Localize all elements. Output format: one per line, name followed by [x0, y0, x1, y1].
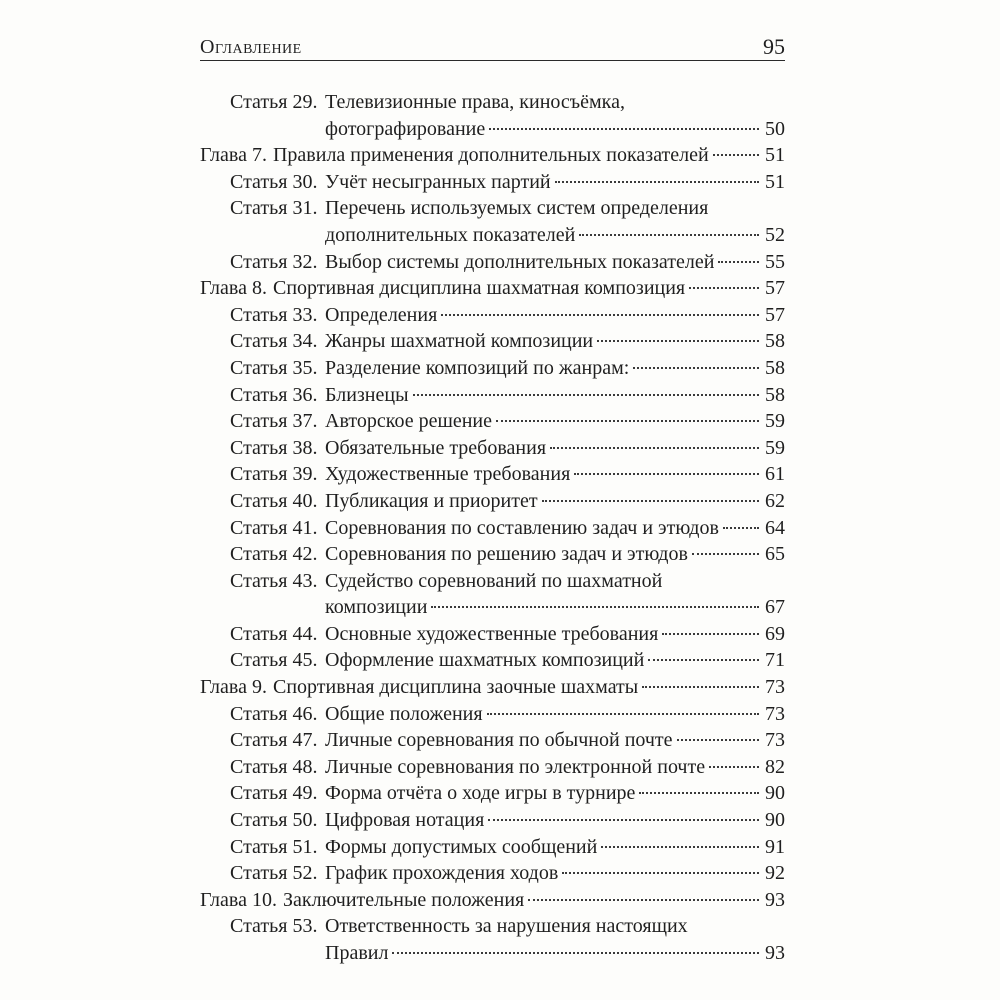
entry-title-continuation: фотографирование — [325, 117, 486, 140]
dot-leader — [723, 527, 759, 529]
dot-leader — [692, 553, 759, 555]
entry-title: Судейство соревнований по шахматной — [325, 569, 663, 592]
entry-title: Основные художественные требования — [325, 622, 659, 645]
toc-article-row — [200, 860, 785, 887]
entry-page-number: 52 — [765, 223, 785, 246]
entry-page-number: 57 — [765, 303, 785, 326]
entry-title: Телевизионные права, киносъёмка, — [325, 91, 625, 113]
entry-page-number: 69 — [765, 622, 785, 645]
entry-number: Статья 53. — [230, 915, 318, 938]
entry-title: Личные соревнования по электронной почте — [325, 755, 706, 778]
entry-title: Соревнования по решению задач и этюдов — [325, 543, 688, 566]
entry-page-number: 71 — [765, 649, 785, 672]
toc-article-row — [200, 834, 785, 861]
toc-article-row — [200, 780, 785, 807]
toc-article-row — [200, 647, 785, 674]
entry-number: Статья 47. — [230, 729, 318, 752]
header-title: Оглавление — [200, 36, 302, 58]
toc-article-row — [200, 328, 785, 355]
entry-page-number: 55 — [765, 250, 785, 273]
dot-leader — [639, 792, 759, 794]
toc-article-row — [200, 249, 785, 276]
toc-article-row — [200, 807, 785, 834]
entry-page-number: 67 — [765, 596, 785, 619]
entry-title-continuation: композиции — [325, 596, 428, 619]
dot-leader — [601, 846, 759, 848]
entry-number: Статья 51. — [230, 835, 318, 858]
entry-title: Авторское решение — [325, 410, 493, 433]
entry-number: Статья 40. — [230, 489, 318, 512]
entry-number: Статья 49. — [230, 782, 318, 805]
entry-page-number: 91 — [765, 835, 785, 858]
toc-article-row — [200, 89, 785, 116]
entry-title: Разделение композиций по жанрам: — [325, 356, 630, 379]
entry-number: Статья 32. — [230, 250, 318, 273]
entry-number: Статья 52. — [230, 862, 318, 885]
entry-title: Близнецы — [325, 383, 409, 406]
entry-number: Глава 8. — [200, 277, 267, 300]
entry-number: Статья 34. — [230, 330, 318, 353]
entry-number: Глава 9. — [200, 676, 267, 699]
dot-leader — [662, 633, 759, 635]
toc-article-row — [200, 727, 785, 754]
dot-leader — [489, 128, 759, 130]
dot-leader — [555, 181, 759, 183]
dot-leader — [709, 766, 759, 768]
entry-page-number: 93 — [765, 942, 785, 964]
entry-page-number: 59 — [765, 436, 785, 459]
entry-number: Статья 50. — [230, 809, 318, 832]
entry-page-number: 51 — [765, 170, 785, 193]
entry-title: Личные соревнования по обычной почте — [325, 729, 673, 752]
entry-page-number: 58 — [765, 330, 785, 353]
dot-leader — [642, 686, 759, 688]
dot-leader — [550, 447, 759, 449]
entry-title: Жанры шахматной композиции — [325, 330, 594, 353]
toc-chapter-row — [200, 275, 785, 302]
entry-page-number: 62 — [765, 489, 785, 512]
dot-leader — [677, 739, 759, 741]
dot-leader — [633, 367, 759, 369]
entry-page-number: 82 — [765, 755, 785, 778]
dot-leader — [487, 713, 759, 715]
toc-article-row — [200, 195, 785, 222]
entry-page-number: 92 — [765, 862, 785, 885]
toc-chapter-row — [200, 674, 785, 701]
entry-number: Статья 30. — [230, 170, 318, 193]
toc-article-row — [200, 568, 785, 595]
dot-leader — [441, 314, 759, 316]
entry-title: Заключительные положения — [282, 888, 525, 911]
header-page-number: 95 — [763, 34, 785, 59]
entry-number: Глава 10. — [200, 888, 277, 911]
entry-title: Соревнования по составлению задач и этюдов — [325, 516, 719, 539]
entry-number: Статья 45. — [230, 649, 318, 672]
toc-article-row — [200, 435, 785, 462]
toc-continuation-row — [200, 594, 785, 621]
entry-number: Статья 33. — [230, 303, 318, 326]
entry-number: Статья 43. — [230, 569, 318, 592]
entry-page-number: 90 — [765, 782, 785, 805]
entry-number: Статья 41. — [230, 516, 318, 539]
entry-title: Ответственность за нарушения настоящих — [325, 915, 688, 938]
entry-title: Правила применения дополнительных показателей — [272, 144, 709, 167]
entry-title: Перечень используемых систем определения — [325, 197, 709, 220]
entry-title: График прохождения ходов — [325, 862, 559, 885]
entry-number: Статья 44. — [230, 622, 318, 645]
entry-page-number: 93 — [765, 888, 785, 911]
entry-page-number: 50 — [765, 117, 785, 140]
toc-article-row — [200, 461, 785, 488]
dot-leader — [488, 819, 759, 821]
entry-number: Статья 36. — [230, 383, 318, 406]
toc-article-row — [200, 541, 785, 568]
entry-title-continuation: Правил — [325, 942, 389, 964]
entry-page-number: 51 — [765, 144, 785, 167]
toc-article-row — [200, 515, 785, 542]
toc-chapter-row — [200, 887, 785, 914]
entry-number: Статья 38. — [230, 436, 318, 459]
dot-leader — [496, 420, 759, 422]
entry-page-number: 58 — [765, 356, 785, 379]
toc-article-row — [200, 355, 785, 382]
entry-number: Глава 7. — [200, 144, 267, 167]
dot-leader — [392, 952, 759, 954]
toc-article-row — [200, 913, 785, 940]
toc-article-row — [200, 408, 785, 435]
dot-leader — [713, 154, 759, 156]
entry-title: Учёт несыгранных партий — [325, 170, 551, 193]
dot-leader — [528, 899, 759, 901]
dot-leader — [689, 287, 759, 289]
dot-leader — [574, 473, 759, 475]
entry-title: Цифровая нотация — [325, 809, 485, 832]
toc-continuation-row — [200, 222, 785, 249]
entry-title: Определения — [325, 303, 438, 326]
entry-title: Публикация и приоритет — [325, 489, 538, 512]
entry-title: Формы допустимых сообщений — [325, 835, 598, 858]
entry-title: Обязательные требования — [325, 436, 547, 459]
entry-title: Выбор системы дополнительных показателей — [325, 250, 715, 273]
entry-number: Статья 46. — [230, 702, 318, 725]
entry-number: Статья 48. — [230, 755, 318, 778]
entry-page-number: 65 — [765, 543, 785, 566]
toc-article-row — [200, 488, 785, 515]
entry-page-number: 73 — [765, 729, 785, 752]
entry-title: Форма отчёта о ходе игры в турнире — [325, 782, 636, 805]
dot-leader — [718, 261, 759, 263]
entry-title: Спортивная дисциплина шахматная композиция — [272, 277, 686, 300]
entry-page-number: 90 — [765, 809, 785, 832]
toc-article-row — [200, 169, 785, 196]
dot-leader — [648, 659, 759, 661]
entry-title: Оформление шахматных композиций — [325, 649, 645, 672]
entry-number: Статья 35. — [230, 356, 318, 379]
dot-leader — [542, 500, 759, 502]
toc-continuation-row — [200, 116, 785, 143]
dot-leader — [597, 340, 759, 342]
entry-title-continuation: дополнительных показателей — [325, 223, 576, 246]
entry-title: Спортивная дисциплина заочные шахматы — [272, 676, 639, 699]
toc-article-row — [200, 302, 785, 329]
toc-chapter-row — [200, 142, 785, 169]
dot-leader — [431, 606, 759, 608]
dot-leader — [579, 234, 759, 236]
running-header — [200, 34, 785, 61]
toc-article-row — [200, 701, 785, 728]
toc-article-row — [200, 382, 785, 409]
entry-page-number: 57 — [765, 277, 785, 300]
toc-continuation-row — [200, 940, 785, 967]
entry-page-number: 61 — [765, 463, 785, 486]
dot-leader — [562, 872, 759, 874]
toc-article-row — [200, 754, 785, 781]
entry-page-number: 59 — [765, 410, 785, 433]
entry-page-number: 58 — [765, 383, 785, 406]
entry-number: Статья 37. — [230, 410, 318, 433]
dot-leader — [413, 394, 759, 396]
entry-title: Художественные требования — [325, 463, 571, 486]
entry-title: Общие положения — [325, 702, 483, 725]
entry-page-number: 73 — [765, 702, 785, 725]
table-of-contents — [200, 89, 785, 967]
entry-page-number: 73 — [765, 676, 785, 699]
entry-number: Статья 42. — [230, 543, 318, 566]
entry-number: Статья 39. — [230, 463, 318, 486]
entry-number: Статья 31. — [230, 197, 318, 220]
toc-article-row — [200, 621, 785, 648]
entry-page-number: 64 — [765, 516, 785, 539]
entry-number: Статья 29. — [230, 91, 318, 113]
